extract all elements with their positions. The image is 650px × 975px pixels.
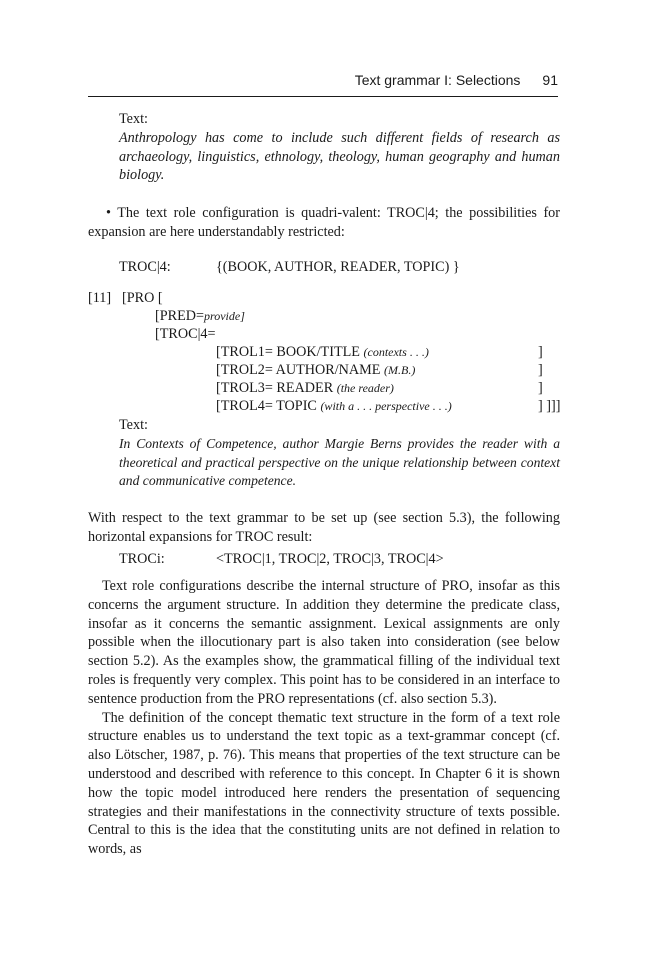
body-paragraph-1: Text role configurations describe the internal structure of PRO, insofar as this concerns the argument structure. In addition they determine the predicate class, insofar as it concerns the semantic assignment. Lexical assignments are only possible when the illocutionary part is also taken into consideration (see below section 5.2). As the examples show, the grammatical filling of the individual text roles is frequently very complex. This point has to be considered in an interface to sentence production from the PRO representations (cf. also section 5.3). xyxy=(88,578,560,707)
trol-close-1: ] xyxy=(538,344,543,360)
trol-line-2 xyxy=(216,361,415,380)
trol-line-3 xyxy=(216,379,394,398)
pred-line xyxy=(155,307,245,326)
page-number: 91 xyxy=(542,72,558,88)
trol-gloss: (contexts . . .) xyxy=(363,345,429,359)
example-text-anthropology: Anthropology has come to include such different fields of research as archaeology, linguistics, ethnology, theology, human geography and human biology. xyxy=(119,130,560,183)
trol-gloss: (M.B.) xyxy=(384,363,416,377)
trol-gloss: (the reader) xyxy=(336,381,394,395)
example11-text: In Contexts of Competence, author Margie Berns provides the reader with a theoretical and practical perspective on the unique relationship between context and communicative competence. xyxy=(119,436,560,488)
trol-close-3: ] xyxy=(538,380,543,396)
bullet-glyph: • xyxy=(106,205,111,221)
trol-close-2: ] xyxy=(538,362,543,378)
example-number: [11] xyxy=(88,290,112,306)
body-text xyxy=(88,577,560,859)
pred-prefix: [PRED= xyxy=(155,308,204,324)
trol-role: [TROL4= TOPIC xyxy=(216,398,317,414)
running-header xyxy=(88,72,558,97)
troci-label: TROCi: xyxy=(119,551,165,567)
running-header-title: Text grammar I: Selections xyxy=(354,72,521,88)
trol-close-4: ] ]]] xyxy=(538,398,561,414)
troc4-value: {(BOOK, AUTHOR, READER, TOPIC) } xyxy=(216,259,460,275)
pred-value: provide] xyxy=(204,309,245,323)
pro-open: [PRO [ xyxy=(122,290,163,306)
trol-line-4 xyxy=(216,397,452,416)
troci-value: <TROC|1, TROC|2, TROC|3, TROC|4> xyxy=(216,551,444,567)
trol-role: [TROL1= BOOK/TITLE xyxy=(216,344,360,360)
respect-paragraph: With respect to the text grammar to be set up (see section 5.3), the following horizontal expansions for TROC result: xyxy=(88,510,560,545)
bullet-paragraph-text: The text role configuration is quadri-valent: TROC|4; the possibilities for expansion are here understandably restricted: xyxy=(88,205,561,240)
trol-role: [TROL2= AUTHOR/NAME xyxy=(216,362,381,378)
example11-text-label: Text: xyxy=(119,417,148,433)
body-paragraph-2: The definition of the concept thematic text structure in the form of a text role structure enables us to understand the text topic as a text-grammar concept (cf. also Lötscher, 1987, p. 76). This means that properties of the text structure can be understood and described with reference to this concept. In Chapter 6 it is shown how the topic model introduced here renders the presentation of sequencing strategies and their manifestations in the connectivity structure of texts possible. Central to this is the idea that the constituting units are not defined in relation to words, as xyxy=(88,709,560,858)
trol-role: [TROL3= READER xyxy=(216,380,334,396)
example-text-label: Text: xyxy=(119,111,148,127)
bullet-paragraph xyxy=(88,204,560,241)
trol-line-1 xyxy=(216,343,429,362)
troc-open: [TROC|4= xyxy=(155,326,216,342)
troc4-label: TROC|4: xyxy=(119,259,171,275)
trol-gloss: (with a . . . perspective . . .) xyxy=(320,399,452,413)
